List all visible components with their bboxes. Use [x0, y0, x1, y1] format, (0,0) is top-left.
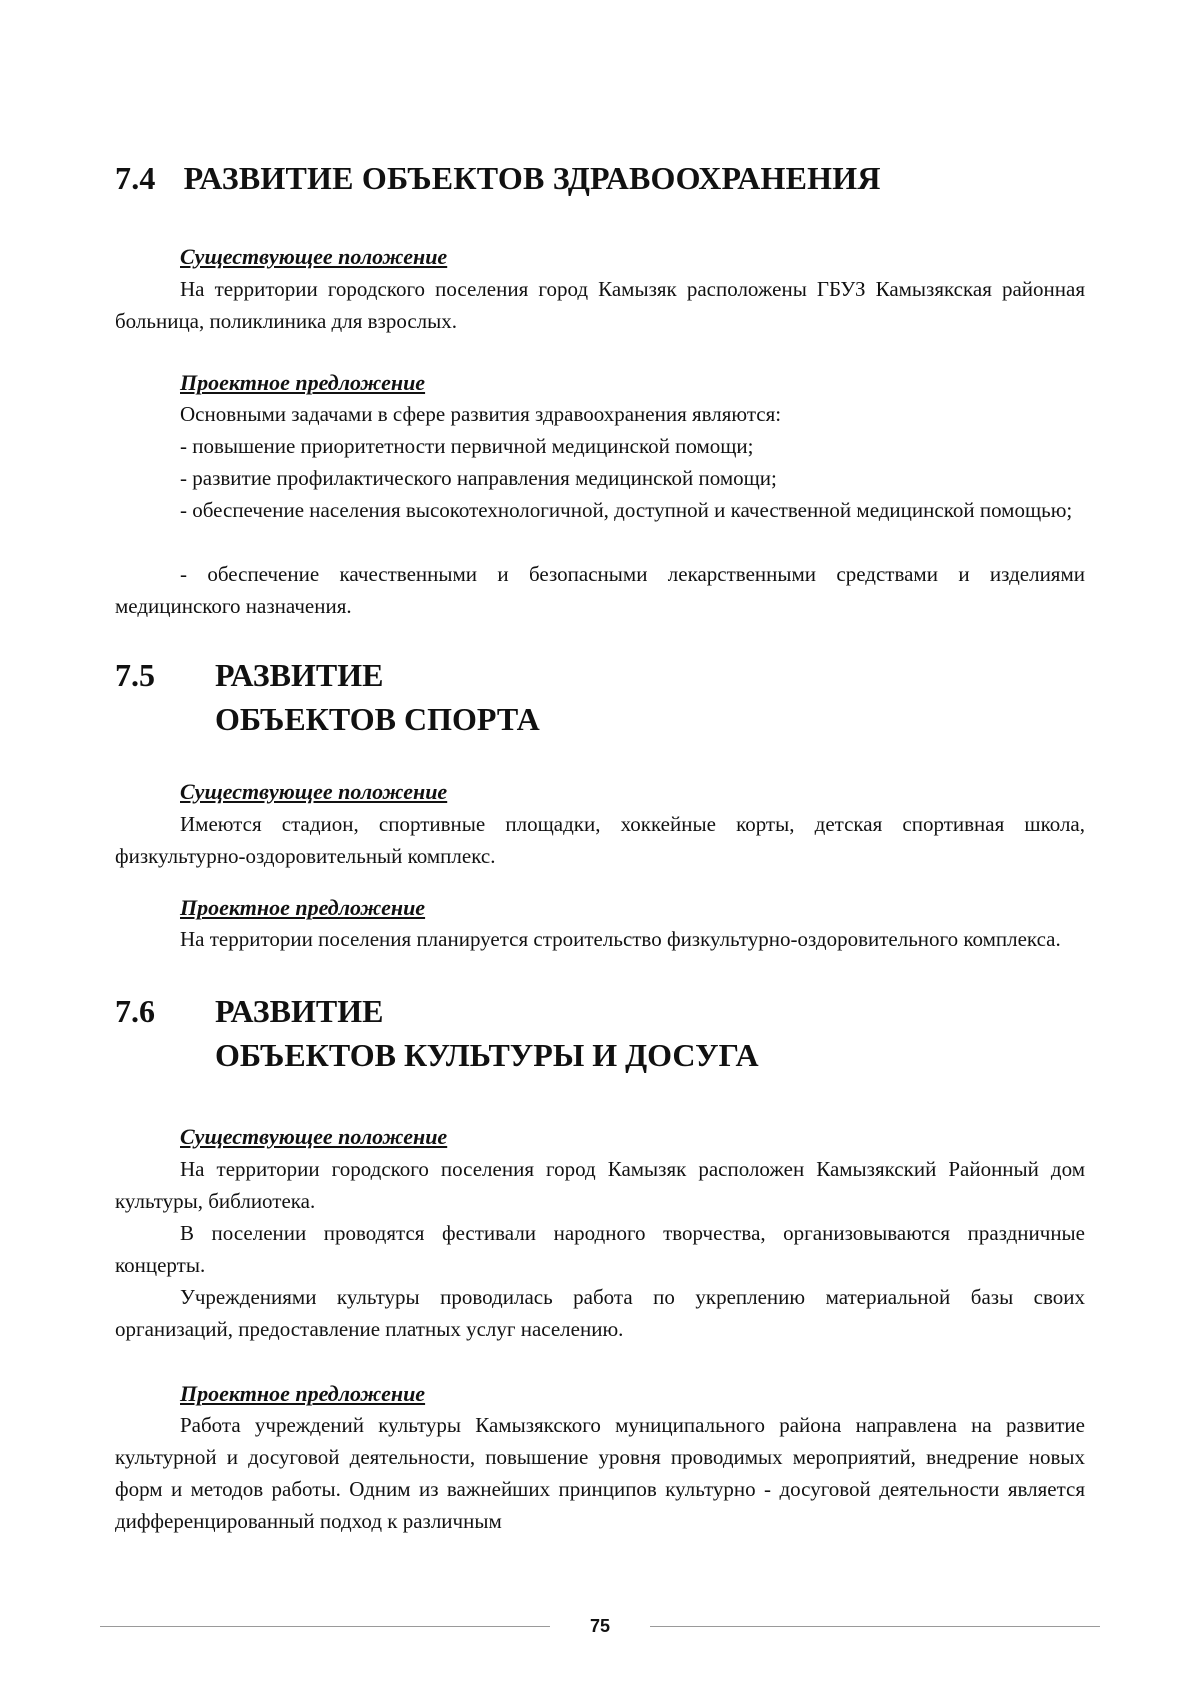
list-item: - развитие профилактического направления медицинской помощи;: [180, 466, 777, 490]
paragraph-proposal: На территории поселения планируется строительство физкультурно-оздоровительного комплекса.: [180, 927, 1061, 951]
list-item: - повышение приоритетности первичной медицинской помощи;: [180, 434, 754, 458]
subheading-proposal: Проектное предложение: [180, 1381, 426, 1406]
section-number: 7.5: [115, 657, 155, 693]
subheading-existing: Существующее положение: [180, 1124, 448, 1149]
paragraph-proposal-intro: Основными задачами в сфере развития здравоохранения являются:: [180, 402, 782, 426]
section-number: 7.4: [115, 160, 156, 196]
footer-rule-right: [650, 1626, 1100, 1627]
section-title-line1: РАЗВИТИЕ: [215, 993, 384, 1029]
list-item: - обеспечение населения высокотехнологичной, доступной и качественной медицинской помощью;: [180, 498, 1073, 522]
page-number: 75: [589, 1616, 611, 1636]
section-number: 7.6: [115, 993, 155, 1029]
list-item: - обеспечение качественными и безопасными лекарственными средствами и изделиями медицинского назначения.: [115, 562, 1085, 618]
footer-rule-left: [100, 1626, 550, 1627]
page-footer: [100, 1612, 1100, 1640]
subheading-existing: Существующее положение: [180, 779, 448, 804]
subheading-existing: Существующее положение: [180, 244, 448, 269]
section-title-line2: ОБЪЕКТОВ СПОРТА: [215, 701, 540, 737]
section-heading-7-4: [115, 156, 881, 200]
subheading-proposal: Проектное предложение: [180, 370, 426, 395]
paragraph-proposal: Работа учреждений культуры Камызякского муниципального района направлена на развитие культурной и досуговой деятельности, повышение уровня проводимых мероприятий, внедрение новых форм и методов работы. Одним из важнейших принципов культурно - досуговой деятельности является дифференцированный подход к различным: [115, 1413, 1085, 1533]
paragraph-existing: Учреждениями культуры проводилась работа по укреплению материальной базы своих организаций, предоставление платных услуг населению.: [115, 1285, 1085, 1341]
paragraph-existing: Имеются стадион, спортивные площадки, хоккейные корты, детская спортивная школа, физкультурно-оздоровительный комплекс.: [115, 812, 1085, 868]
section-title: РАЗВИТИЕ ОБЪЕКТОВ ЗДРАВООХРАНЕНИЯ: [183, 160, 881, 196]
paragraph-existing: На территории городского поселения город Камызяк расположены ГБУЗ Камызякская районная больница, поликлиника для взрослых.: [115, 277, 1085, 333]
subheading-proposal: Проектное предложение: [180, 895, 426, 920]
section-title-line2: ОБЪЕКТОВ КУЛЬТУРЫ И ДОСУГА: [215, 1037, 759, 1073]
paragraph-existing: В поселении проводятся фестивали народного творчества, организовываются праздничные концерты.: [115, 1221, 1085, 1277]
paragraph-existing: На территории городского поселения город Камызяк расположен Камызякский Районный дом культуры, библиотека.: [115, 1157, 1085, 1213]
section-title-line1: РАЗВИТИЕ: [215, 657, 384, 693]
